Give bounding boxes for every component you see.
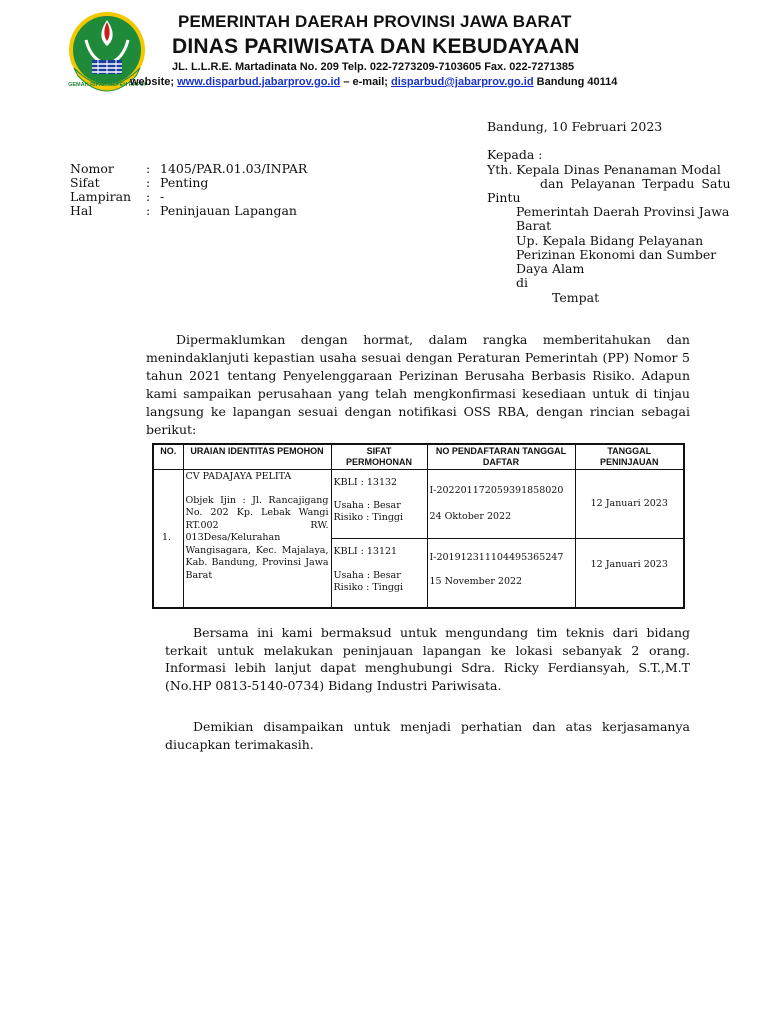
website-link[interactable]: www.disparbud.jabarprov.go.id: [177, 76, 341, 88]
table-header-row: [153, 444, 684, 470]
permit-location: Objek Ijin : Jl. Rancajigang No. 202 Kp. Lebak Wangi RT.002 RW. 013Desa/Kelurahan Wangisagara, Kec. Majalaya, Kab. Bandung, Provinsi Jawa Barat: [185, 494, 329, 581]
applicant-identity: [183, 470, 331, 608]
recipient-line: Barat: [516, 218, 552, 233]
application-type: KBLI : 13121 Usaha : Besar Risiko : Tinggi: [331, 539, 427, 608]
recipient-line: Pintu: [487, 190, 521, 205]
agency-name: DINAS PARIWISATA DAN KEBUDAYAAN: [172, 35, 580, 58]
invitation-paragraph: Bersama ini kami bermaksud untuk mengundang tim teknis dari bidang terkait untuk melakukan peninjauan lapangan ke lokasi sebanyak 2 orang. Informasi lebih lanjut dapat menghubungi Sdra. Ricky Ferdiansyah, S.T.,M.T (No.HP 0813-5140-0734) Bidang Industri Pariwisata.: [165, 625, 690, 693]
recipient-line: Pemerintah Daerah Provinsi Jawa: [516, 204, 730, 219]
review-date: 12 Januari 2023: [575, 539, 684, 608]
col-header-registration: NO PENDAFTARAN TANGGAL DAFTAR: [427, 444, 575, 470]
closing-paragraph: Demikian disampaikan untuk menjadi perhatian dan atas kerjasamanya diucapkan terimakasih.: [165, 719, 690, 752]
recipient-line: Perizinan Ekonomi dan Sumber: [516, 247, 717, 262]
applicant-table: [152, 443, 685, 609]
recipient-line: Yth. Kepala Dinas Penanaman Modal: [487, 162, 721, 177]
col-header-type: SIFAT PERMOHONAN: [331, 444, 427, 470]
table-row: [153, 470, 684, 539]
agency-contact-line: [130, 76, 617, 88]
agency-address: JL. L.L.R.E. Martadinata No. 209 Telp. 022-7273209-7103605 Fax. 022-7271385: [172, 61, 575, 73]
review-date: 12 Januari 2023: [575, 470, 684, 539]
recipient-kepada: Kepada :: [487, 147, 543, 162]
col-header-review-date: TANGGAL PENINJAUAN: [575, 444, 684, 470]
email-link[interactable]: disparbud@jabarprov.go.id: [391, 76, 534, 88]
recipient-place: Tempat: [552, 290, 600, 305]
government-name: PEMERINTAH DAERAH PROVINSI JAWA BARAT: [178, 12, 572, 31]
col-header-identity: URAIAN IDENTITAS PEMOHON: [183, 444, 331, 470]
recipient-line: Daya Alam: [516, 261, 585, 276]
website-label: website;: [130, 76, 175, 88]
logo-motto: GEMAH RIPAH REPEH RAPIH: [68, 82, 146, 88]
postal-city: Bandung 40114: [536, 76, 618, 88]
letter-date: Bandung, 10 Februari 2023: [487, 119, 663, 134]
recipient-line: Up. Kepala Bidang Pelayanan: [516, 233, 704, 248]
company-name: CV PADAJAYA PELITA: [185, 471, 292, 482]
email-label: – e-mail;: [343, 76, 388, 88]
application-type: KBLI : 13132 Usaha : Besar Risiko : Tinggi: [331, 470, 427, 539]
registration-info: I-201912311104495365247 15 November 2022: [427, 539, 575, 608]
row-number: 1.: [153, 470, 183, 608]
intro-paragraph: Dipermaklumkan dengan hormat, dalam rangka memberitahukan dan menindaklanjuti kepastian usaha sesuai dengan Peraturan Pemerintah (PP) Nomor 5 tahun 2021 tentang Penyelenggaraan Perizinan Berusaha Berbasis Risiko. Adapun kami sampaikan perusahaan yang telah mengkonfirmasi kesediaan untuk di tinjau langsung ke lapangan sesuai dengan notifikasi OSS RBA, dengan rincian sebagai berikut:: [146, 332, 690, 437]
recipient-line: dan Pelayanan Terpadu Satu: [540, 176, 731, 191]
col-header-no: NO.: [153, 444, 183, 470]
registration-info: I-202201172059391858020 24 Oktober 2022: [427, 470, 575, 539]
recipient-line: di: [516, 275, 528, 290]
